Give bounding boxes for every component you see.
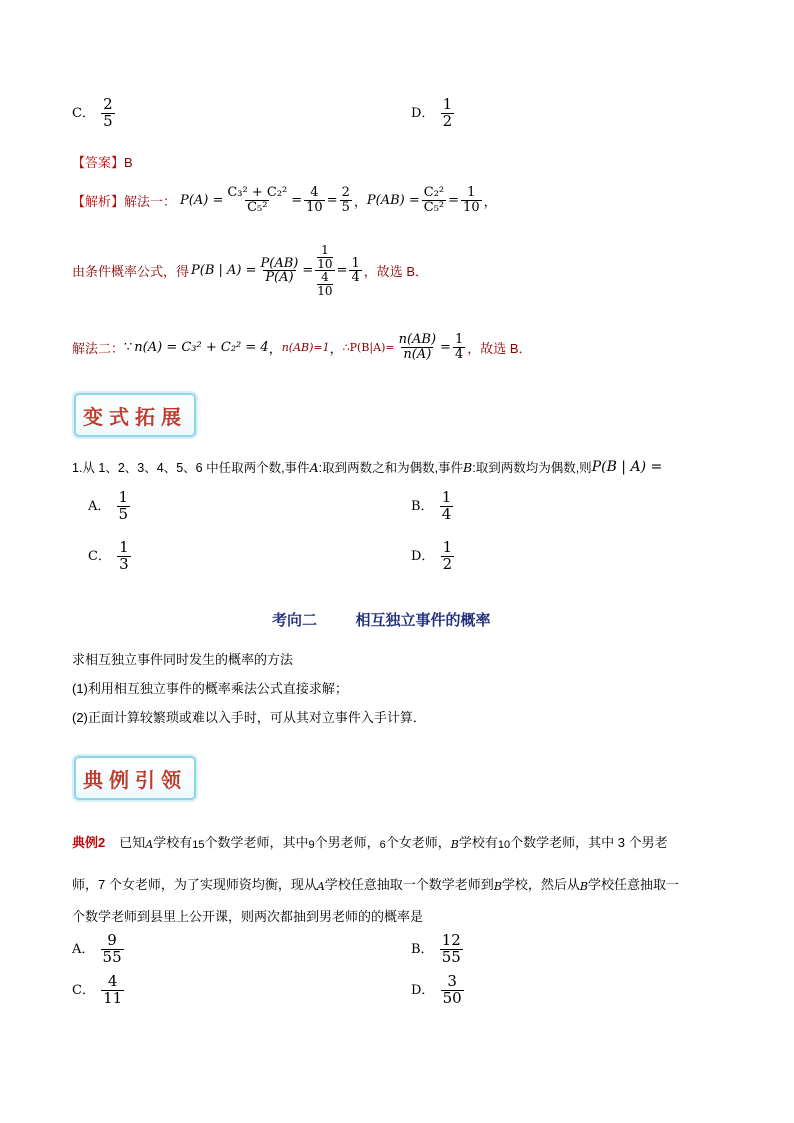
nab-expr: n(AB)=1: [281, 340, 330, 354]
example-line-3: 个数学老师到县里上公开课，则两次都抽到男老师的的概率是: [72, 909, 424, 924]
example-option-c: [72, 974, 126, 1007]
example-text: 学校，然后从: [501, 877, 580, 892]
option-label: B．: [411, 941, 434, 957]
example-line-2: [72, 874, 679, 893]
denominator: 10: [317, 256, 333, 271]
answer-tag: 【答案】: [72, 155, 125, 170]
denominator: n(A): [403, 346, 432, 362]
therefore-expr: ∴P(B|A)=: [342, 340, 395, 354]
example-text: 学校任意抽取一个数学老师到: [324, 877, 494, 892]
option-label: C．: [88, 548, 111, 564]
example-text: 学校有: [153, 835, 193, 850]
fraction: [441, 97, 455, 130]
example-text: 师，7 个女老师，为了实现师资均衡，现从: [72, 877, 317, 892]
school-a: A: [316, 880, 325, 893]
option-d: [411, 97, 456, 130]
analysis-tag: 【解析】: [72, 193, 125, 209]
numerator: n(AB): [398, 332, 437, 347]
pba-expr: P(B | A) =: [191, 263, 257, 279]
option-label: A．: [72, 941, 95, 957]
method2-label: 解法二：: [72, 340, 125, 356]
numerator: 12: [441, 931, 461, 949]
conditional-line: 由条件概率公式，得 P(B | A) = $\frac{P(AB)}{P(A)}$ = $\frac{\frac{1}{10}}{\frac{4}{10}}$ = $\frac{1}{4}$ ，故选 B．: [72, 243, 429, 298]
example-option-a: [72, 933, 126, 966]
numerator: 4: [310, 185, 319, 200]
option-label: D．: [411, 548, 435, 564]
section-heading: [272, 609, 491, 630]
denominator: P(A): [265, 270, 294, 286]
method-item-2: (2)正面计算较繁琐或难以入手时，可从其对立事件入手计算．: [72, 710, 426, 725]
fraction: [440, 490, 454, 523]
count-9: 9: [308, 839, 315, 851]
method-title: 求相互独立事件同时发生的概率的方法: [72, 652, 294, 667]
denominator: 11: [103, 988, 123, 1007]
count-10: 10: [497, 839, 511, 851]
numerator: 1: [351, 255, 360, 271]
fraction: [349, 257, 361, 285]
example-text: 学校任意抽取一: [588, 877, 680, 892]
numerator: P(AB): [260, 255, 299, 271]
numerator: 1: [454, 332, 464, 347]
numerator: C₃² + C₂²: [227, 185, 288, 200]
fraction: [117, 490, 131, 523]
example-text: 个男老师，: [314, 835, 380, 850]
example-text: 个女老师，: [385, 835, 451, 850]
denominator: 10: [317, 283, 333, 298]
example-text: 个数学老师，其中 3 个男老: [510, 835, 668, 850]
numerator: 1: [119, 538, 129, 556]
q1-text3: :取到两数均为偶数,则: [472, 461, 592, 475]
choose-text: ，故选 B．: [467, 340, 532, 356]
denominator: 55: [102, 947, 122, 966]
fraction: [441, 974, 464, 1007]
example-tag: 典例2: [72, 835, 106, 850]
section-title: 相互独立事件的概率: [355, 611, 491, 629]
school-b: B: [493, 880, 502, 893]
numerator: 2: [103, 95, 113, 113]
numerator: 1: [118, 488, 129, 506]
denominator: 4: [441, 504, 452, 523]
nested-fraction: [315, 244, 334, 297]
option-label: D．: [411, 105, 435, 121]
count-15: 15: [192, 839, 205, 851]
nested-numerator: [315, 244, 334, 270]
answer-value: B: [124, 155, 133, 170]
q1-option-c: [88, 540, 133, 573]
q1-option-d: [411, 540, 456, 573]
numerator: 1: [442, 95, 453, 113]
numerator: 4: [321, 270, 329, 285]
numerator: 4: [107, 972, 118, 990]
fraction: [101, 974, 124, 1007]
pa-fraction: [225, 186, 289, 214]
school-b: B: [579, 880, 589, 893]
q1-expr: P(B | A) =: [591, 459, 663, 475]
na-expr: n(A) = C₃² + C₂² = 4: [134, 339, 269, 355]
example-option-d: [411, 974, 466, 1007]
count-6: 6: [379, 839, 386, 851]
denominator: 10: [463, 199, 480, 215]
q1-text2: :取到两数之和为偶数,事件: [318, 461, 464, 475]
numerator: 1: [441, 488, 452, 506]
denominator: 4: [351, 270, 360, 286]
example-text: 学校有: [458, 835, 498, 850]
school-b: B: [450, 838, 459, 851]
variant-extension-badge: 变式拓展: [74, 393, 196, 437]
fraction: [340, 186, 352, 214]
denominator: 50: [442, 988, 462, 1007]
cond-text: 由条件概率公式，得: [72, 264, 190, 280]
fraction: [117, 540, 131, 573]
denominator: 5: [103, 111, 113, 130]
fraction: [101, 97, 115, 130]
denominator: 5: [118, 504, 129, 523]
event-b: B: [463, 459, 473, 475]
because-symbol: ∵: [124, 339, 133, 355]
denominator: C₅²: [247, 199, 268, 215]
denominator: 2: [442, 554, 453, 573]
numerator: 1: [467, 185, 476, 200]
fraction: [441, 540, 455, 573]
option-label: A．: [88, 498, 111, 514]
q1-option-b: [411, 490, 455, 523]
denominator: 4: [454, 346, 464, 362]
example-text: 个数学老师，其中: [204, 835, 309, 850]
option-label: D．: [411, 982, 435, 998]
option-c: [72, 97, 117, 130]
numerator: C₂²: [423, 185, 445, 200]
q1-text: 1.从 1、2、3、4、5、6 中任取两个数,事件: [72, 461, 310, 475]
example-option-b: [411, 933, 465, 966]
fraction: [461, 186, 482, 214]
pab-fraction: [422, 186, 446, 214]
denominator: C₅²: [423, 199, 445, 215]
denominator: 3: [119, 554, 129, 573]
denominator: 5: [341, 199, 350, 215]
option-label: C．: [72, 105, 95, 121]
question-1: [72, 458, 662, 476]
denominator: 10: [306, 199, 323, 215]
pab-expr: P(AB) =: [366, 192, 420, 208]
numerator: 3: [447, 972, 457, 990]
example-line-1: [72, 832, 668, 851]
fraction: [453, 333, 465, 361]
typical-example-badge: 典例引领: [74, 756, 196, 800]
numerator: 1: [321, 243, 329, 257]
fraction: [304, 186, 325, 214]
numerator: 9: [107, 931, 117, 949]
analysis-method2: 解法二： ∵ n(A) = C₃² + C₂² = 4 ， n(AB)=1 ， ∴P(B|A)= $\frac{n(AB)}{n(A)}$ = $\frac{1}{4}$ ，故选 B．: [72, 332, 532, 362]
choose-text: ，故选 B．: [363, 264, 429, 280]
pa-expr: P(A) =: [180, 192, 224, 208]
option-label: B．: [411, 498, 434, 514]
method1-label: 解法一：: [124, 193, 177, 209]
answer-line: [72, 152, 133, 171]
fraction: [440, 933, 463, 966]
numerator: 2: [341, 185, 350, 200]
school-a: A: [145, 838, 154, 851]
denominator: 55: [441, 947, 461, 966]
fraction: [101, 933, 124, 966]
section-label: 考向二: [272, 611, 318, 629]
fraction: [397, 333, 438, 361]
fraction: [259, 257, 301, 285]
q1-option-a: [88, 490, 132, 523]
nested-denominator: [315, 270, 334, 297]
option-label: C．: [72, 982, 95, 998]
example-text: 已知: [119, 835, 146, 850]
method-item-1: (1)利用相互独立事件的概率乘法公式直接求解；: [72, 681, 348, 696]
event-a: A: [309, 459, 319, 475]
numerator: 1: [442, 538, 453, 556]
denominator: 2: [442, 111, 453, 130]
analysis-method1: 【解析】 解法一： P(A) = $\frac{\text{C₃² + C₂²}}{\text{C₅²}}$ = $\frac{4}{10}$ = $\frac{2}{5}$ ， P(AB) = $\frac{\text{C₂²}}{\text{C₅²}}$ = $\frac{1}{10}$ ，: [72, 185, 497, 215]
